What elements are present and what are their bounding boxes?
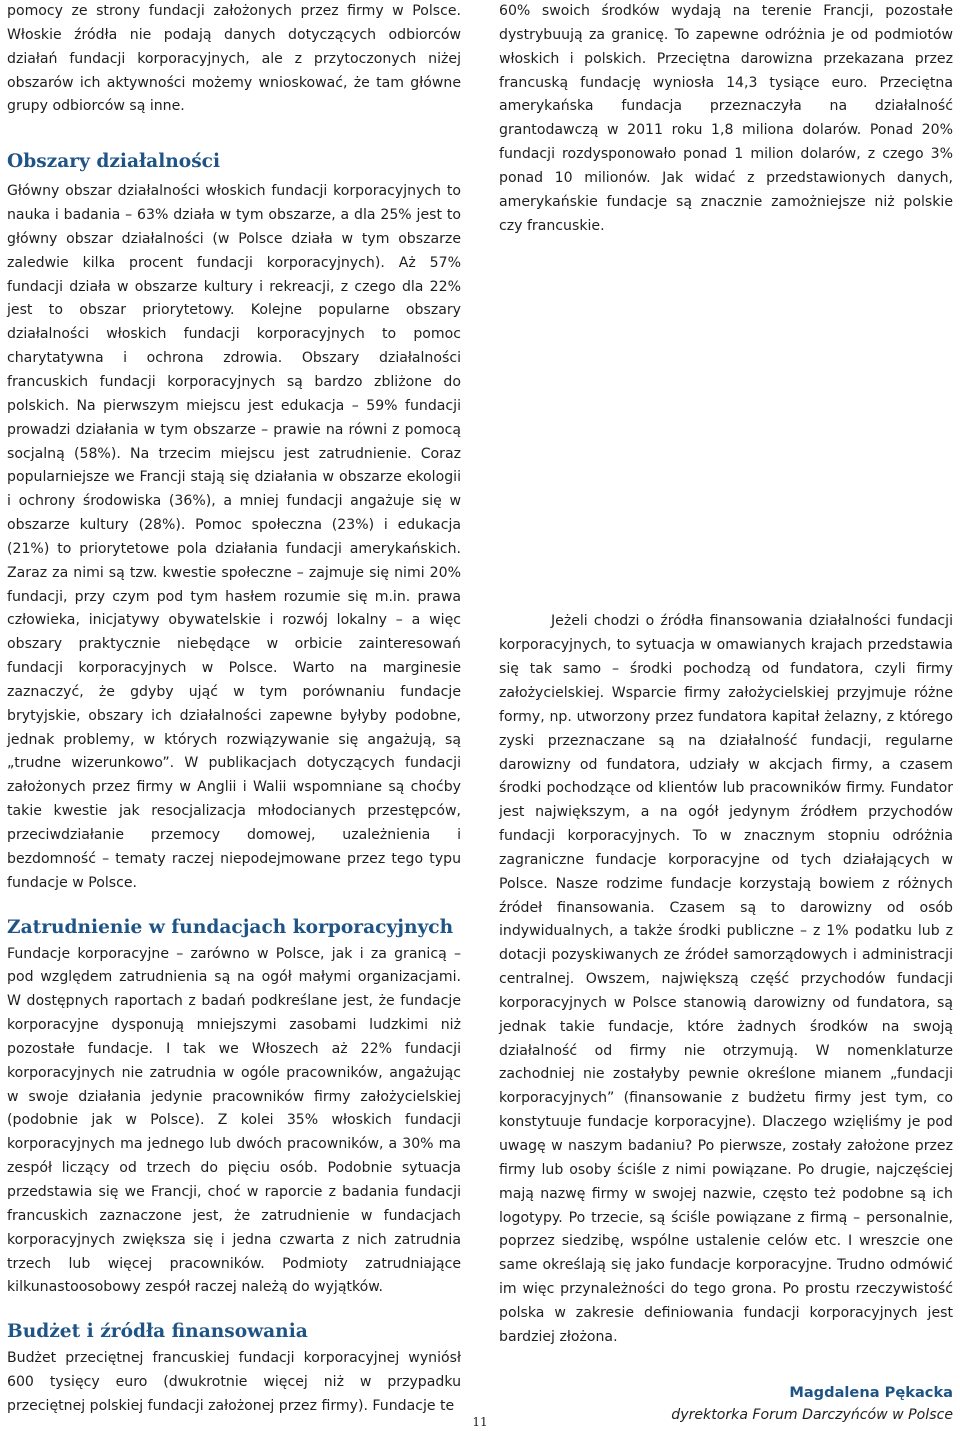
activity-areas-paragraph: Główny obszar działalności włoskich fundacji korporacyjnych to nauka i badania – 63% działa w tym obszarze, a dla 25% jest to główny obszar działalności (w Polsce działa w tym obszarze zaledwie kilka procent fundacji korporacyjnych). Aż 57% fundacji działa w obszarze kultury i rekreacji, z czego dla 22% jest to obszar priorytetowy. Kolejne popularne obszary działalności włoskich fundacji korporacyjnych to pomoc charytatywna i ochrona zdrowia. Obszary działalności francuskich fundacji korporacyjnych są bardzo zbliżone do polskich. Na pierwszym miejscu jest edukacja – 59% fundacji prowadzi działania w tym obszarze – prawie na równi z pomocą socjalną (58%). Na trzecim miejscu jest zatrudnienie. Coraz popularniejsze we Francji stają się działania w obszarze ekologii i ochrony środowiska (36%), a mniej fundacji angażuje się w obszarze kultury (28%). Pomoc społeczna (23%) i edukacja (21%) to priorytetowe pola działania fundacji amerykańskich. Zaraz za nimi są tzw. kwestie społeczne – zajmuje się nimi 20% fundacji, przy czym pod tym hasłem rozumie się m.in. prawa człowieka, inicjatywy obywatelskie i rozwój lokalny – a więc obszary praktycznie niebędące w orbicie zainteresowań fundacji korporacyjnych w Polsce. Warto na marginesie zaznaczyć, że gdyby ująć w tym porównaniu fundacje brytyjskie, obszary ich działalności zapewne byłyby podobne, jednak problemy, w których rozwiązywanie się angażują, są „trudne wizerunkowo”. W publikacjach dotyczących fundacji założonych przez firmy w Anglii i Walii wspomniane są choćby takie kwestie jak resocjalizacja młodocianych przestępców, przeciwdziałanie przemocy domowej, uzależnienia i bezdomność – tematy raczej niepodejmowane przez tego typu fundacje w Polsce. xyxy=(7,183,461,891)
left-column xyxy=(7,0,461,1419)
budget-paragraph: Budżet przeciętnej francuskiej fundacji korporacyjnej wyniósł 600 tysięcy euro (dwukrotnie więcej niż w przypadku przeciętnej polskiej fundacji założonej przez firmy). Fundacje te xyxy=(7,1350,461,1414)
page-number: 11 xyxy=(472,1415,488,1429)
section-heading-employment: Zatrudnienie w fundacjach korporacyjnych xyxy=(7,916,454,938)
author-role: dyrektorka Forum Darczyńców w Polsce xyxy=(671,1407,953,1424)
author-name: Magdalena Pękacka xyxy=(789,1383,953,1401)
budget-continuation-paragraph: 60% swoich środków wydają na terenie Francji, pozostałe dystrybuują za granicę. To zapewne odróżnia je od podmiotów włoskich i polskich. Przeciętna darowizna przekazana przez francuską fundację wyniosła 14,3 tysiące euro. Przeciętna amerykańska fundacja przeznaczyła na działalność grantodawczą w 2011 roku 1,8 miliona dolarów. Ponad 20% fundacji rozdysponowało ponad 1 milion dolarów, z czego 3% ponad 10 milionów. Jak widać z przedstawionych danych, amerykańskie fundacje są znacznie zamożniejsze niż polskie czy francuskie. xyxy=(499,3,953,234)
funding-sources-paragraph: Jeżeli chodzi o źródła finansowania działalności fundacji korporacyjnych, to sytuacja w omawianych krajach przedstawia się tak samo – środki pochodzą od fundatora, czyli firmy założycielskiej. Wsparcie firmy założycielskiej przyjmuje różne formy, np. utworzony przez fundatora kapitał żelazny, z którego zyski przeznaczane są na działalność fundacji, regularne darowizny od fundatora, udziały w akcjach firmy, a czasem środki pochodzące od klientów lub pracowników firmy. Fundator jest największym, a na ogół jedynym źródłem przychodów fundacji korporacyjnych. To w znacznym stopniu odróżnia zagraniczne fundacje korporacyjne od tych działających w Polsce. Nasze rodzime fundacje korzystają bowiem z różnych źródeł finansowania. Czasem są to darowizny od osób indywidualnych, a także środki publiczne – z 1% podatku lub z dotacji pozyskiwanych ze źródeł samorządowych i administracji centralnej. Owszem, największą część przychodów fundacji korporacyjnych w Polsce stanowią darowizny od fundatora, są jednak takie fundacje, które żadnych środków na swoją działalność od firmy nie otrzymują. W nomenklaturze zachodniej nie zostałyby pewnie określone mianem „fundacji korporacyjnych” (finansowanie z budżetu firmy jest tym, co konstytuuje fundacje korporacyjne). Dlaczego wzięliśmy je pod uwagę w naszym badaniu? Po pierwsze, zostały założone przez firmy lub osoby ściśle z nimi powiązane. Po drugie, najczęściej mają nazwę firmy w swojej nazwie, często też podobne są ich logotypy. Po trzecie, są ściśle powiązane z firmą – personalnie, poprzez siedzibę, wspólne ustalenie celów etc. I wreszcie one same określają się jako fundacje korporacyjne. Trudno odmówić im więc przynależności do tego grona. Po prostu rzeczywistość polska w zakresie definiowania fundacji korporacyjnych jest bardziej złożona. xyxy=(499,613,953,1345)
right-column xyxy=(499,0,953,1428)
section-heading-budget: Budżet i źródła finansowania xyxy=(7,1321,308,1343)
intro-paragraph: pomocy ze strony fundacji założonych przez firmy w Polsce. Włoskie źródła nie podają danych dotyczących odbiorców działań fundacji korporacyjnych, ale z przytoczonych niżej obszarów ich aktywności możemy wnioskować, że tam główne grupy odbiorców są inne. xyxy=(7,3,461,115)
employment-paragraph: Fundacje korporacyjne – zarówno w Polsce, jak i za granicą – pod względem zatrudnienia są na ogół małymi organizacjami. W dostępnych raportach z badań podkreślane jest, że fundacje korporacyjne dysponują mniejszymi zasobami ludzkimi niż pozostałe fundacje. I tak we Włoszech aż 22% fundacji korporacyjnych nie zatrudnia w ogóle pracowników, angażując w swoje działania jedynie pracowników firmy założycielskiej (podobnie jak w Polsce). Z kolei 35% włoskich fundacji korporacyjnych ma jednego lub dwóch pracowników, a 30% ma zespół liczący od trzech do pięciu osób. Podobnie sytuacja przedstawia się we Francji, choć w raporcie z badania fundacji francuskich zaznaczone jest, że zatrudnienie w fundacjach korporacyjnych zwiększa się i jedna czwarta z nich zatrudnia trzech lub więcej pracowników. Podmioty zatrudniające kilkunastoosobowy zespół raczej należą do wyjątków. xyxy=(7,945,461,1296)
section-heading-activity-areas: Obszary działalności xyxy=(7,151,221,173)
